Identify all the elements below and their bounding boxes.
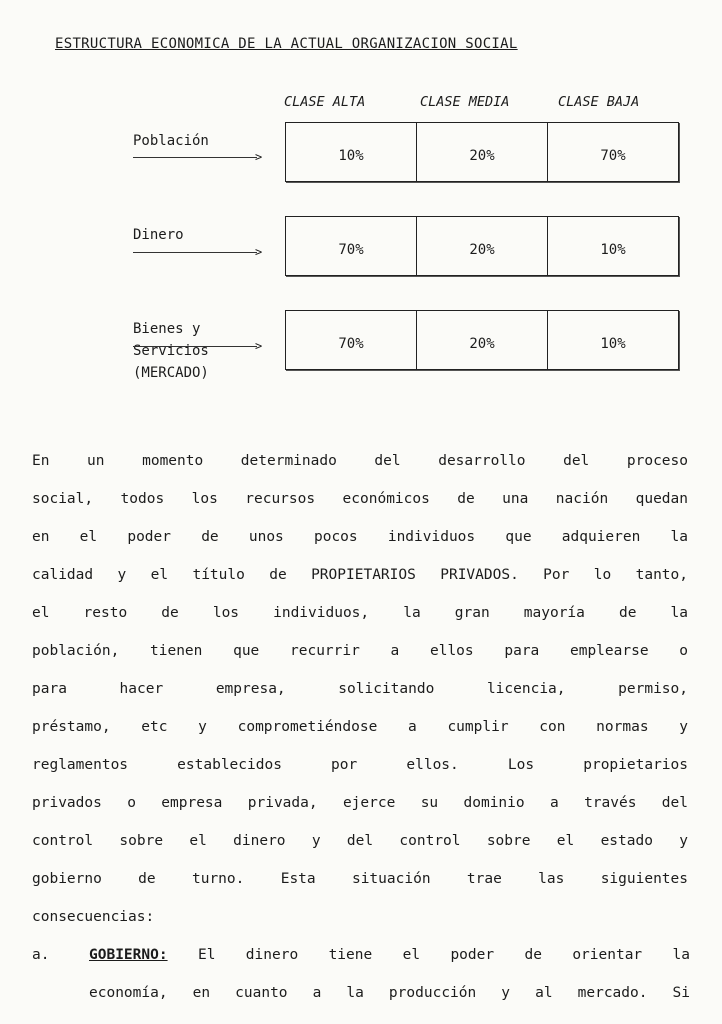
table-row-bienes-servicios [285, 310, 679, 370]
item-line: economía, en cuanto a la producción y al mercado. Si [89, 985, 690, 1001]
cell-dinero-baja: 10% [600, 242, 626, 258]
paragraph-line: control sobre el dinero y del control sobre el estado y [32, 833, 688, 849]
cell-poblacion-baja: 70% [600, 148, 626, 164]
paragraph-line: social, todos los recursos económicos de una nación quedan [32, 491, 688, 507]
row-label-bienes-servicios: Bienes y Servicios (MERCADO) [133, 321, 209, 381]
table-row-poblacion [285, 122, 679, 182]
item-line [89, 936, 690, 974]
cell-poblacion-media: 20% [417, 123, 548, 181]
paragraph-line: población, tienen que recurrir a ellos para emplearse o [32, 643, 688, 659]
cell-bienes-media: 20% [417, 311, 548, 369]
paragraph-line: préstamo, etc y comprometiéndose a cumplir con normas y [32, 719, 688, 735]
paragraph-line: consecuencias: [32, 909, 155, 925]
arrow-icon: > [133, 153, 265, 163]
paragraph-line: calidad y el título de PROPIETARIOS PRIVADOS. Por lo tanto, [32, 567, 688, 583]
cell-dinero-media: 20% [417, 217, 548, 275]
paragraph-line: gobierno de turno. Esta situación trae las siguientes [32, 871, 688, 887]
row-label-dinero: Dinero [133, 227, 184, 243]
body-paragraph [32, 442, 688, 936]
cell-dinero-alta: 70% [286, 217, 417, 275]
header-clase-baja: CLASE BAJA [558, 94, 640, 110]
paragraph-line: el resto de los individuos, la gran mayoría de la [32, 605, 688, 621]
paragraph-line: En un momento determinado del desarrollo del proceso [32, 453, 688, 469]
paragraph-line: reglamentos establecidos por ellos. Los propietarios [32, 757, 688, 773]
arrow-icon: > [133, 342, 265, 352]
paragraph-line: privados o empresa privada, ejerce su dominio a través del [32, 795, 688, 811]
cell-poblacion-alta: 10% [286, 123, 417, 181]
cell-bienes-baja: 10% [600, 336, 626, 352]
paragraph-line: en el poder de unos pocos individuos que adquieren la [32, 529, 688, 545]
cell-bienes-alta: 70% [286, 311, 417, 369]
page-title: ESTRUCTURA ECONOMICA DE LA ACTUAL ORGANIZACION SOCIAL [55, 36, 518, 52]
item-line-1-text: El dinero tiene el poder de orientar la [197, 947, 690, 963]
arrow-icon: > [133, 248, 265, 258]
list-marker: a. [32, 947, 50, 963]
class-headers [284, 94, 679, 112]
header-clase-alta: CLASE ALTA [284, 94, 366, 110]
item-keyword: GOBIERNO: [89, 947, 168, 963]
header-clase-media: CLASE MEDIA [420, 94, 510, 110]
table-row-dinero [285, 216, 679, 276]
row-label-poblacion: Población [133, 133, 209, 149]
paragraph-line: para hacer empresa, solicitando licencia, permiso, [32, 681, 688, 697]
